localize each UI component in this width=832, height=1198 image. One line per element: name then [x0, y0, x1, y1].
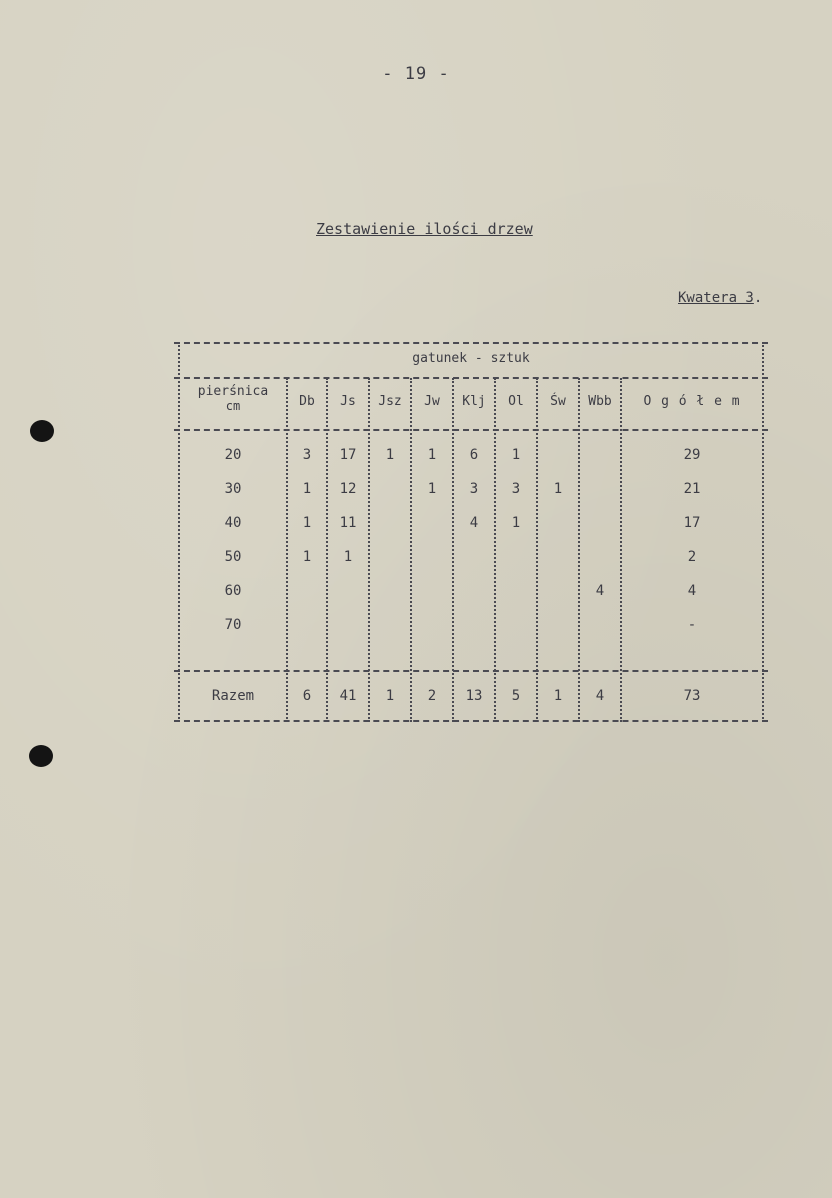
sum-cell: 2 [427, 688, 437, 704]
species-header: Db [299, 394, 315, 409]
count-cell: 17 [339, 447, 357, 463]
count-cell: 1 [427, 481, 437, 497]
diameter-header-unit: cm [225, 399, 241, 413]
count-cell: 1 [302, 515, 312, 531]
sum-cell: 13 [465, 688, 483, 704]
diameter-header-label: pierśnica [197, 384, 269, 399]
row-total-cell: 17 [683, 515, 701, 531]
sum-cell: 41 [339, 688, 357, 704]
count-cell: 1 [385, 447, 395, 463]
diameter-cell: 30 [224, 481, 242, 497]
group-header: gatunek - sztuk [412, 351, 530, 366]
table-rule-header [174, 429, 768, 431]
punch-hole-bottom [29, 745, 53, 767]
row-total-cell: 29 [683, 447, 701, 463]
row-total-cell: 4 [687, 583, 697, 599]
sum-cell: 6 [302, 688, 312, 704]
document-title: Zestawienie ilości drzew [316, 220, 533, 238]
column-separator [368, 378, 370, 722]
row-total-cell: - [687, 617, 697, 633]
sum-cell: 1 [553, 688, 563, 704]
count-cell: 1 [511, 447, 521, 463]
species-header: Wbb [588, 394, 612, 409]
column-separator [536, 378, 538, 722]
sum-label: Razem [211, 688, 255, 704]
column-separator [410, 378, 412, 722]
table-rule-sum-top [174, 670, 768, 672]
total-header: O g ó ł e m [643, 394, 741, 409]
column-separator [494, 378, 496, 722]
count-cell: 3 [302, 447, 312, 463]
count-cell: 12 [339, 481, 357, 497]
count-cell: 1 [511, 515, 521, 531]
column-separator [578, 378, 580, 722]
count-cell: 6 [469, 447, 479, 463]
section-suffix: . [753, 290, 763, 306]
diameter-cell: 70 [224, 617, 242, 633]
count-cell: 11 [339, 515, 357, 531]
diameter-header [180, 385, 286, 413]
grand-total-cell: 73 [683, 688, 701, 704]
table-border-right [762, 342, 764, 722]
species-header: Jw [424, 394, 440, 409]
count-cell: 1 [343, 549, 353, 565]
count-cell: 1 [302, 549, 312, 565]
sum-cell: 4 [595, 688, 605, 704]
row-total-cell: 2 [687, 549, 697, 565]
species-header: Ol [508, 394, 524, 409]
page-number: - 19 - [382, 64, 450, 84]
count-cell: 1 [302, 481, 312, 497]
diameter-cell: 50 [224, 549, 242, 565]
diameter-cell: 60 [224, 583, 242, 599]
species-header: Klj [462, 394, 486, 409]
table-rule-group [174, 377, 768, 379]
sum-cell: 1 [385, 688, 395, 704]
table-rule-top [174, 342, 768, 344]
sum-cell: 5 [511, 688, 521, 704]
count-cell: 3 [511, 481, 521, 497]
punch-hole-top [30, 420, 54, 442]
species-header: Św [550, 394, 566, 409]
column-separator [452, 378, 454, 722]
species-header: Js [340, 394, 356, 409]
count-cell: 4 [469, 515, 479, 531]
count-cell: 4 [595, 583, 605, 599]
count-cell: 3 [469, 481, 479, 497]
tree-count-table [174, 340, 768, 726]
section-name: Kwatera 3 [678, 290, 754, 306]
species-header: Jsz [378, 394, 402, 409]
count-cell: 1 [553, 481, 563, 497]
diameter-cell: 20 [224, 447, 242, 463]
diameter-cell: 40 [224, 515, 242, 531]
count-cell: 1 [427, 447, 437, 463]
row-total-cell: 21 [683, 481, 701, 497]
section-label [678, 290, 762, 306]
table-rule-bottom [174, 720, 768, 722]
